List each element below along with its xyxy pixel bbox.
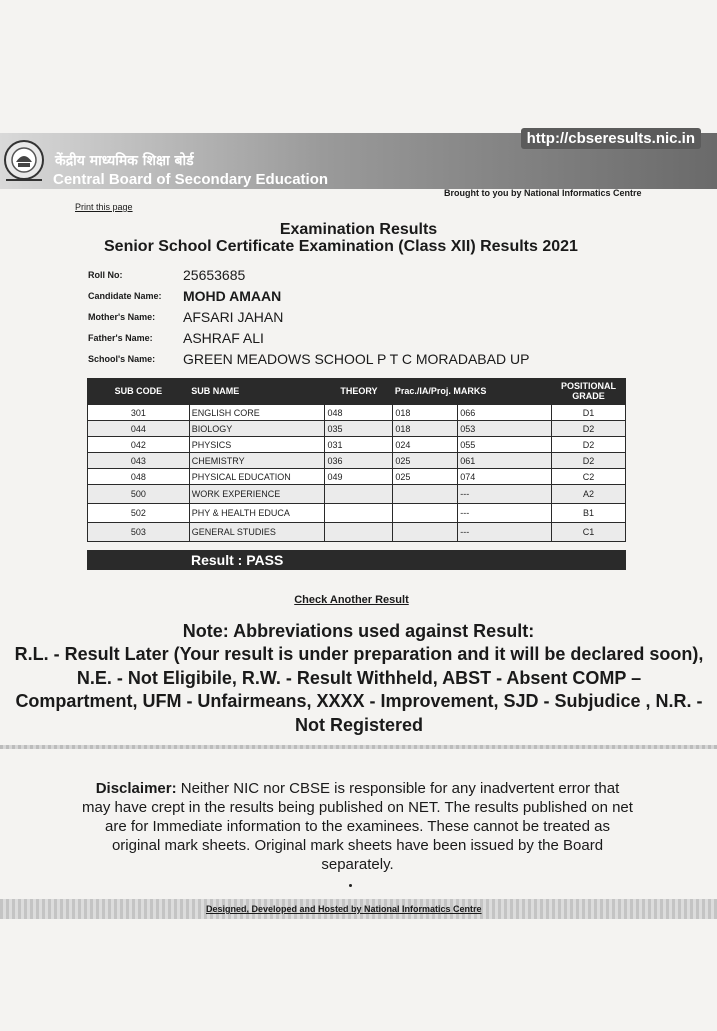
cell-code: 048: [88, 469, 190, 485]
cell-name: PHYSICS: [189, 437, 325, 453]
cell-code: 301: [88, 405, 190, 421]
cell-grade: B1: [552, 504, 626, 523]
table-row: [88, 469, 626, 485]
table-row: [88, 485, 626, 504]
cell-prac: [393, 485, 458, 504]
roll-no-row: [88, 264, 648, 285]
roll-no-label: Roll No:: [88, 269, 123, 280]
cell-theory: 049: [325, 469, 393, 485]
cell-code: 500: [88, 485, 190, 504]
cbse-emblem-icon: [2, 136, 46, 186]
father-name-row: [88, 327, 648, 348]
cell-marks: ---: [458, 485, 552, 504]
cell-prac: 025: [393, 453, 458, 469]
school-name-label: School's Name:: [88, 353, 156, 364]
cell-marks: ---: [458, 523, 552, 542]
mother-name-row: [88, 306, 648, 327]
cell-grade: C2: [552, 469, 626, 485]
result-status: Result : PASS: [191, 552, 284, 568]
father-name-value: ASHRAF ALI: [183, 329, 264, 346]
cell-grade: D2: [552, 421, 626, 437]
cell-name: GENERAL STUDIES: [189, 523, 325, 542]
cell-theory: 048: [325, 405, 393, 421]
table-row: [88, 504, 626, 523]
cell-theory: 036: [325, 453, 393, 469]
school-name-value: GREEN MEADOWS SCHOOL P T C MORADABAD UP: [183, 350, 530, 367]
board-name-hindi: केंद्रीय माध्यमिक शिक्षा बोर्ड: [55, 153, 194, 169]
roll-no-value: 25653685: [183, 266, 246, 283]
decorative-dot: [349, 884, 352, 887]
mother-name-label: Mother's Name:: [88, 311, 156, 322]
cell-prac: 018: [393, 405, 458, 421]
cell-code: 042: [88, 437, 190, 453]
table-row: [88, 453, 626, 469]
cell-name: BIOLOGY: [189, 421, 325, 437]
cell-marks: ---: [458, 504, 552, 523]
cell-code: 043: [88, 453, 190, 469]
mother-name-value: AFSARI JAHAN: [183, 308, 284, 325]
marks-table: [87, 378, 626, 542]
col-sub-name: SUB NAME: [191, 386, 240, 396]
cell-code: 502: [88, 504, 190, 523]
col-prac-marks: Prac./IA/Proj. MARKS: [394, 386, 487, 396]
candidate-name-row: [88, 285, 648, 306]
table-row: [88, 523, 626, 542]
cell-grade: A2: [552, 485, 626, 504]
disclaimer: [80, 779, 635, 874]
cell-theory: 031: [325, 437, 393, 453]
cell-marks: 074: [458, 469, 552, 485]
candidate-name-value: MOHD AMAAN: [183, 287, 282, 304]
cell-prac: 024: [393, 437, 458, 453]
col-theory: THEORY: [340, 386, 378, 396]
table-row: [88, 405, 626, 421]
print-page-link[interactable]: Print this page: [75, 202, 133, 212]
disclaimer-text: Neither NIC nor CBSE is responsible for any inadvertent error that may have crept in the results being published on NET. The results published on net are for Immediate information to the examinees. These cannot be treated as original mark sheets. Original mark sheets have been issued by the Board separately.: [82, 780, 633, 873]
cell-theory: [325, 485, 393, 504]
table-row: [88, 437, 626, 453]
page-title: Examination Results: [279, 221, 438, 238]
note-abbreviations: R.L. - Result Later (Your result is under preparation and it will be declared soon), N.E. - Not Eligibile, R.W. - Result Withheld, ABST - Absent COMP – Compartment, UFM - Unfairmeans, XXXX - Improvement, SJD - Subjudice , N.R. - Not Registered: [14, 644, 704, 735]
cell-name: ENGLISH CORE: [189, 405, 325, 421]
cell-code: 503: [88, 523, 190, 542]
cell-marks: 061: [458, 453, 552, 469]
cell-grade: D2: [552, 453, 626, 469]
cell-theory: [325, 523, 393, 542]
school-name-row: [88, 348, 648, 369]
table-header-row: [88, 378, 626, 405]
cell-prac: [393, 523, 458, 542]
cell-marks: 066: [458, 405, 552, 421]
cell-marks: 053: [458, 421, 552, 437]
cell-prac: 018: [393, 421, 458, 437]
cell-prac: [393, 504, 458, 523]
candidate-name-label: Candidate Name:: [88, 290, 162, 301]
board-name: Central Board of Secondary Education: [53, 171, 329, 188]
result-bar: [87, 550, 626, 570]
disclaimer-label: Disclaimer:: [95, 780, 177, 797]
cell-theory: 035: [325, 421, 393, 437]
cell-prac: 025: [393, 469, 458, 485]
cell-name: CHEMISTRY: [189, 453, 325, 469]
cell-grade: C1: [552, 523, 626, 542]
cell-grade: D1: [552, 405, 626, 421]
brought-by-text: Brought to you by National Informatics Centre: [444, 188, 642, 198]
footer-credit-link[interactable]: Designed, Developed and Hosted by National Informatics Centre: [206, 904, 482, 914]
note-title: Note: Abbreviations used against Result:: [182, 621, 535, 641]
cell-name: PHY & HEALTH EDUCA: [189, 504, 325, 523]
exam-title: Senior School Certificate Examination (Class XII) Results 2021: [104, 238, 578, 255]
cell-grade: D2: [552, 437, 626, 453]
col-grade: POSITIONAL GRADE: [560, 381, 616, 401]
table-row: [88, 421, 626, 437]
candidate-info: [88, 264, 648, 369]
cell-name: PHYSICAL EDUCATION: [189, 469, 325, 485]
col-sub-code: SUB CODE: [114, 386, 163, 396]
check-another-result-link[interactable]: Check Another Result: [294, 594, 409, 606]
site-url-link[interactable]: http://cbseresults.nic.in: [521, 128, 701, 149]
cell-theory: [325, 504, 393, 523]
cell-code: 044: [88, 421, 190, 437]
father-name-label: Father's Name:: [88, 332, 153, 343]
divider: [0, 745, 717, 749]
cell-marks: 055: [458, 437, 552, 453]
cell-name: WORK EXPERIENCE: [189, 485, 325, 504]
